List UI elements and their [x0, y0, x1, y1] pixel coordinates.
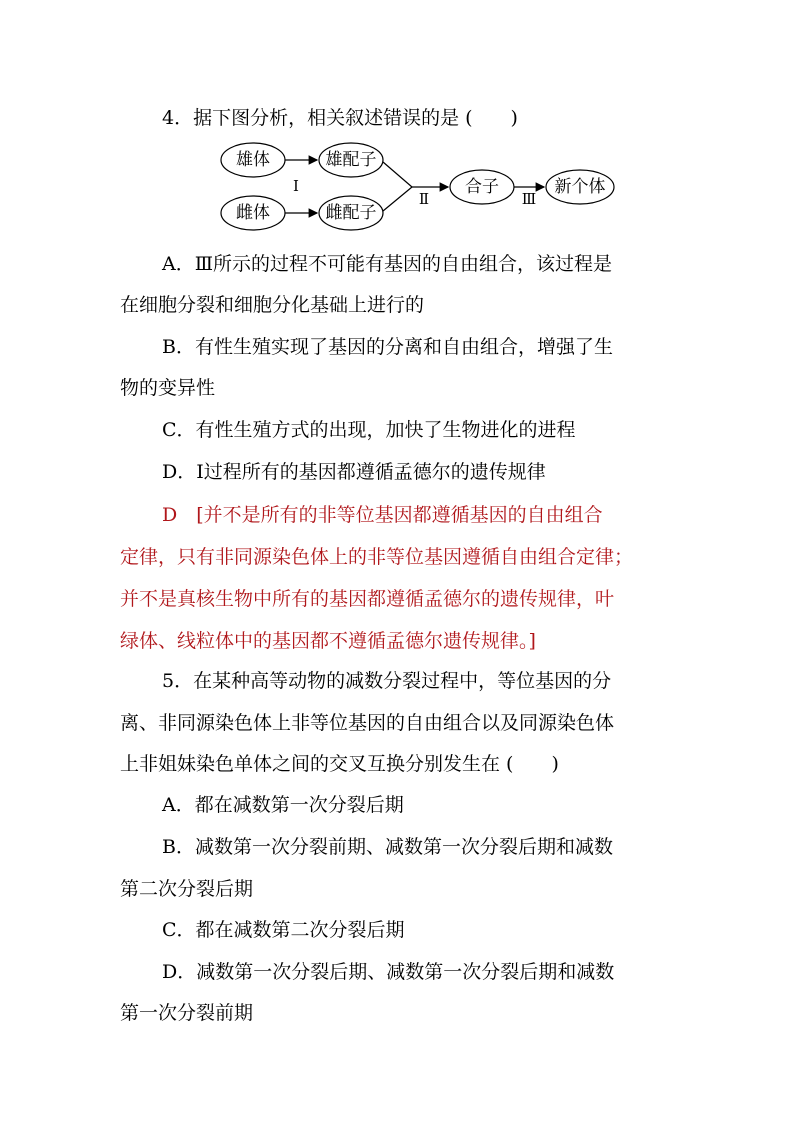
step-label-3: Ⅲ: [521, 190, 537, 208]
q5-stem-line3: 上非姐妹染色单体之间的交叉互换分别发生在 ( ): [120, 753, 559, 775]
node-zygote: 合子: [465, 177, 499, 197]
node-female-gamete: 雌配子: [325, 203, 377, 223]
q4-answer-line2: 定律，只有非同源染色体上的非等位基因遵循自由组合定律；: [120, 546, 634, 568]
q5-stem-line2: 离、非同源染色体上非等位基因的自由组合以及同源染色体: [120, 712, 615, 734]
q4-answer-line4: 绿体、线粒体中的基因都不遵循孟德尔遗传规律。]: [120, 630, 536, 652]
step-label-1: Ⅰ: [293, 177, 299, 195]
reproduction-diagram: [210, 138, 630, 238]
line-male-gamete-merge: [383, 162, 412, 187]
line-female-gamete-merge: [383, 187, 412, 211]
q5-option-a: A．都在减数第一次分裂后期: [162, 794, 404, 816]
node-male-gamete: 雄配子: [325, 150, 377, 170]
q4-option-a-line2: 在细胞分裂和细胞分化基础上进行的: [120, 294, 425, 316]
node-male-body: 雄体: [236, 150, 270, 170]
q5-option-b-line2: 第二次分裂后期: [120, 878, 254, 900]
q4-stem: 4．据下图分析，相关叙述错误的是 ( ): [162, 107, 518, 129]
q4-option-b-line1: B．有性生殖实现了基因的分离和自由组合，增强了生: [162, 336, 613, 358]
q5-option-d-line1: D．减数第一次分裂后期、减数第一次分裂后期和减数: [162, 961, 615, 983]
q4-option-b-line2: 物的变异性: [120, 377, 216, 399]
step-label-2: Ⅱ: [418, 190, 430, 208]
q5-option-b-line1: B．减数第一次分裂前期、减数第一次分裂后期和减数: [162, 836, 613, 858]
q5-stem-line1: 5．在某种高等动物的减数分裂过程中，等位基因的分: [162, 670, 612, 692]
q5-option-d-line2: 第一次分裂前期: [120, 1002, 254, 1024]
node-new-individual: 新个体: [554, 177, 606, 197]
q4-option-d: D．Ⅰ过程所有的基因都遵循孟德尔的遗传规律: [162, 461, 546, 483]
q4-option-a-line1: A．Ⅲ所示的过程不可能有基因的自由组合，该过程是: [162, 253, 613, 275]
node-female-body: 雌体: [236, 203, 270, 223]
q4-option-c: C．有性生殖方式的出现，加快了生物进化的进程: [162, 419, 576, 441]
q5-option-c: C．都在减数第二次分裂后期: [162, 919, 405, 941]
q4-answer-line3: 并不是真核生物中所有的基因都遵循孟德尔的遗传规律，叶: [120, 588, 615, 610]
q4-answer-line1: D [并不是所有的非等位基因都遵循基因的自由组合: [162, 504, 603, 526]
